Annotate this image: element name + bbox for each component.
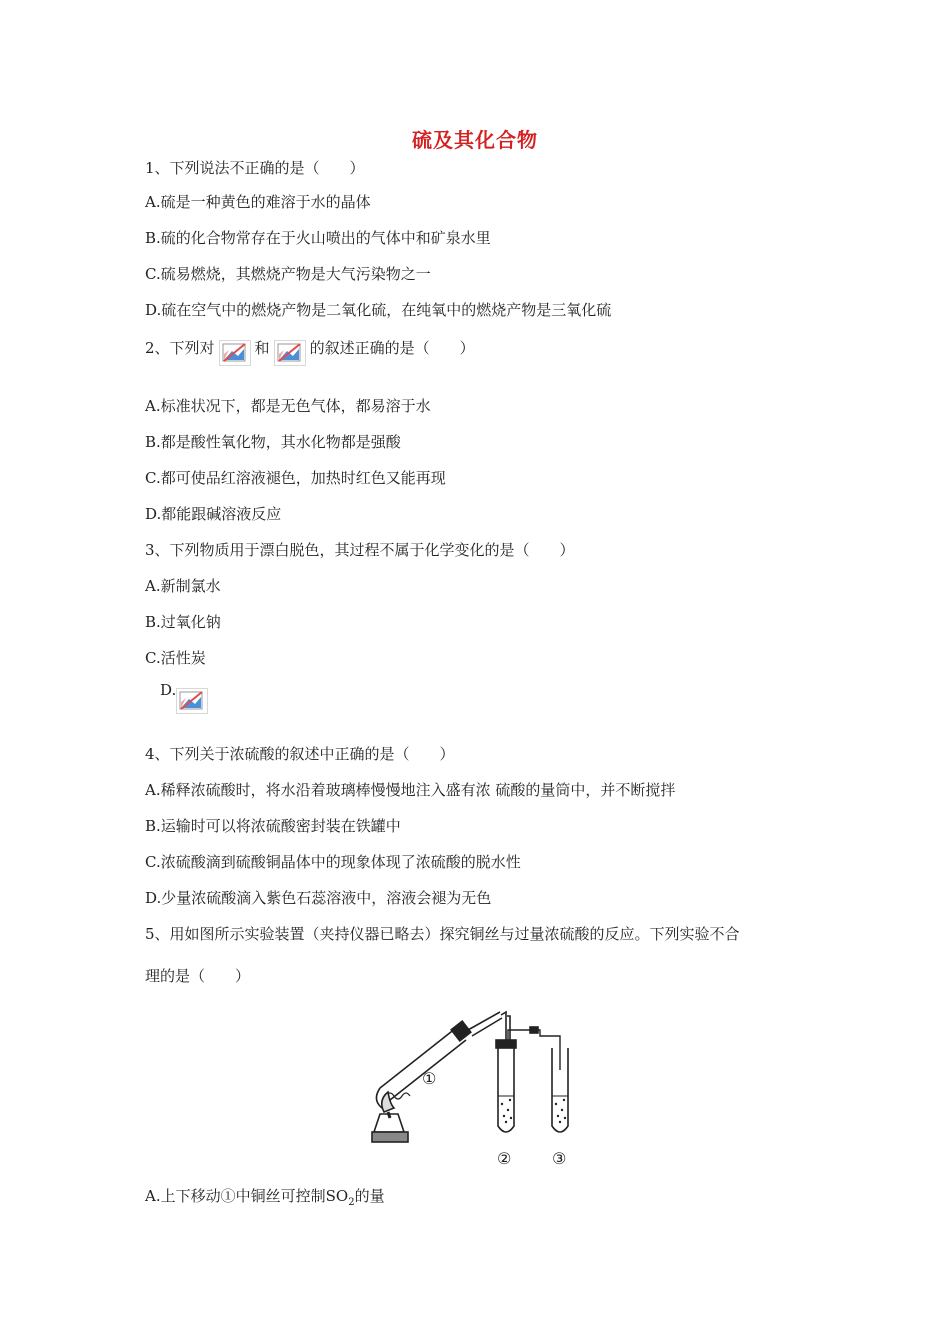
q5-stem-line1: 5、用如图所示实验装置（夹持仪器已略去）探究铜丝与过量浓硫酸的反应。下列实验不合	[145, 925, 740, 943]
q3-stem: 3、下列物质用于漂白脱色，其过程不属于化学变化的是（ ）	[145, 541, 575, 559]
q2-option-d: D.都能跟碱溶液反应	[145, 505, 282, 523]
q2-stem-mid: 和	[254, 339, 270, 357]
q2-stem	[145, 336, 475, 362]
q4-option-c: C.浓硫酸滴到硫酸铜晶体中的现象体现了浓硫酸的脱水性	[145, 853, 521, 871]
reaction-tube	[376, 1012, 510, 1108]
q4-option-a: A.稀释浓硫酸时，将水沿着玻璃棒慢慢地注入盛有浓 硫酸的量筒中，并不断搅拌	[145, 781, 676, 799]
q1-option-c: C.硫易燃烧，其燃烧产物是大气污染物之一	[145, 265, 431, 283]
q5-stem-line2: 理的是（ ）	[145, 967, 251, 985]
q1-stem: 1、下列说法不正确的是（ ）	[145, 159, 365, 177]
q3-option-d-label: D.	[160, 681, 177, 699]
q3-option-b: B.过氧化钠	[145, 613, 221, 631]
figure-label-3: ③	[552, 1149, 567, 1168]
broken-image-icon	[176, 688, 208, 714]
q1-option-b: B.硫的化合物常存在于火山喷出的气体中和矿泉水里	[145, 229, 491, 247]
broken-image-icon	[274, 340, 306, 366]
q1-option-d: D.硫在空气中的燃烧产物是二氧化硫，在纯氧中的燃烧产物是三氧化硫	[145, 301, 612, 319]
test-tube-2	[496, 1027, 560, 1132]
q5-option-a	[145, 1186, 385, 1213]
q4-option-d: D.少量浓硫酸滴入紫色石蕊溶液中，溶液会褪为无色	[145, 889, 492, 907]
q5-option-a-pre: A.上下移动①中铜丝可控制SO	[145, 1187, 349, 1205]
figure-label-1: ①	[422, 1069, 437, 1088]
q4-stem: 4、下列关于浓硫酸的叙述中正确的是（ ）	[145, 745, 455, 763]
q2-stem-pre: 2、下列对	[145, 339, 215, 357]
q2-option-b: B.都是酸性氧化物，其水化物都是强酸	[145, 433, 401, 451]
q1-option-a: A.硫是一种黄色的难溶于水的晶体	[145, 193, 371, 211]
q5-option-a-post: 的量	[354, 1187, 385, 1205]
q3-option-a: A.新制氯水	[145, 577, 221, 595]
q3-option-c: C.活性炭	[145, 649, 206, 667]
apparatus-figure	[360, 1000, 600, 1172]
q5-option-a-sub: 2	[348, 1197, 355, 1208]
page-title: 硫及其化合物	[412, 128, 538, 152]
figure-label-2: ②	[497, 1149, 512, 1168]
broken-image-icon	[219, 340, 251, 366]
q2-option-c: C.都可使品红溶液褪色，加热时红色又能再现	[145, 469, 446, 487]
q2-stem-post: 的叙述正确的是（ ）	[309, 339, 475, 357]
q2-option-a: A.标准状况下，都是无色气体，都易溶于水	[145, 397, 431, 415]
q4-option-b: B.运输时可以将浓硫酸密封装在铁罐中	[145, 817, 401, 835]
q3-option-d	[160, 681, 212, 710]
